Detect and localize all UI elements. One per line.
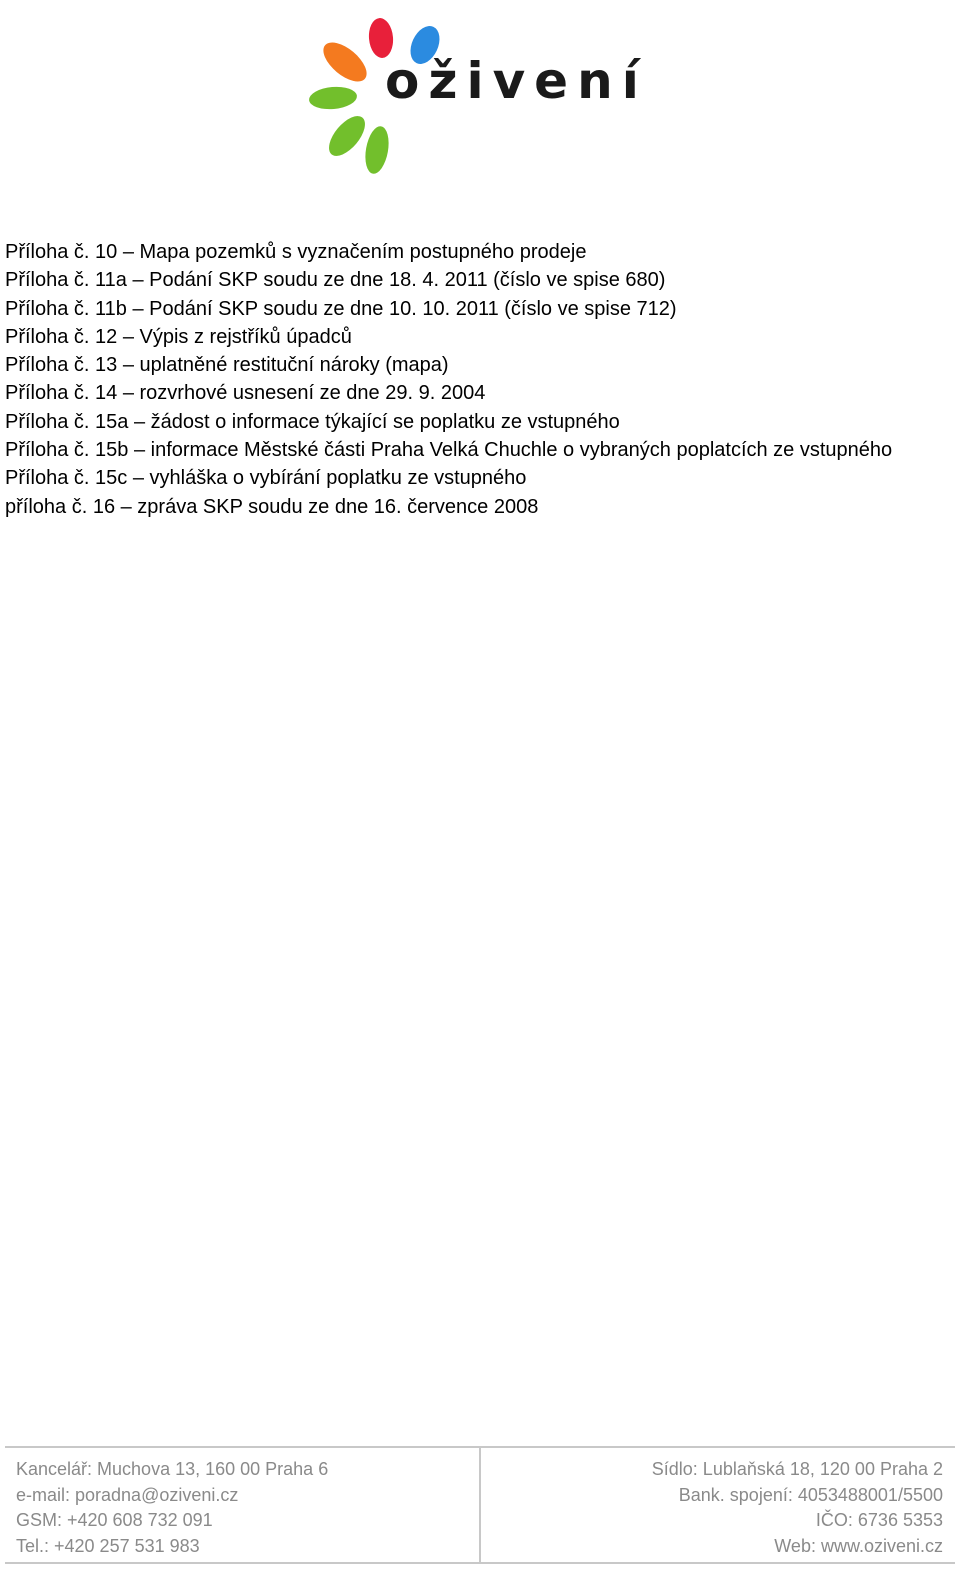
footer-gsm: GSM: +420 608 732 091 <box>16 1510 213 1530</box>
footer-ico: IČO: 6736 5353 <box>815 1510 943 1530</box>
footer-email: e-mail: poradna@oziveni.cz <box>16 1484 239 1505</box>
attachment-item: příloha č. 16 – zpráva SKP soudu ze dne 16. července 2008 <box>5 495 539 518</box>
footer-bank-account: Bank. spojení: 4053488001/5500 <box>678 1484 943 1505</box>
attachment-item: Příloha č. 15c – vyhláška o vybírání poplatku ze vstupného <box>5 467 527 490</box>
oziveni-logo <box>305 10 650 175</box>
footer-web: Web: www.oziveni.cz <box>774 1535 943 1556</box>
attachment-list <box>5 238 892 521</box>
flower-icon <box>305 10 395 175</box>
footer-phone: Tel.: +420 257 531 983 <box>16 1535 200 1556</box>
green-petal <box>308 85 358 111</box>
orange-petal <box>317 35 374 88</box>
attachment-item: Příloha č. 13 – uplatněné restituční nároky (mapa) <box>5 354 449 377</box>
footer <box>5 1446 955 1564</box>
footer-office-info <box>16 1457 328 1559</box>
attachment-item: Příloha č. 15b – informace Městské části Praha Velká Chuchle o vybraných poplatcích ze vstupného <box>5 439 893 462</box>
attachment-item: Příloha č. 14 – rozvrhové usnesení ze dne 29. 9. 2004 <box>5 382 486 405</box>
attachment-item: Příloha č. 15a – žádost o informace týkající se poplatku ze vstupného <box>5 410 620 433</box>
attachment-item: Příloha č. 10 – Mapa pozemků s vyznačením postupného prodeje <box>5 241 587 263</box>
attachment-item: Příloha č. 11a – Podání SKP soudu ze dne 18. 4. 2011 (číslo ve spise 680) <box>5 269 666 292</box>
attachment-item: Příloha č. 12 – Výpis z rejstříků úpadců <box>5 325 352 348</box>
footer-divider <box>479 1448 481 1562</box>
footer-registered-info <box>652 1457 943 1559</box>
footer-seat-address: Sídlo: Lublaňská 18, 120 00 Praha 2 <box>651 1459 943 1479</box>
footer-office-address: Kancelář: Muchova 13, 160 00 Praha 6 <box>16 1459 329 1479</box>
green-petal <box>362 124 392 175</box>
logo-text: oživení <box>385 52 648 110</box>
attachment-item: Příloha č. 11b – Podání SKP soudu ze dne 10. 10. 2011 (číslo ve spise 712) <box>5 297 677 320</box>
green-petal <box>322 110 371 162</box>
